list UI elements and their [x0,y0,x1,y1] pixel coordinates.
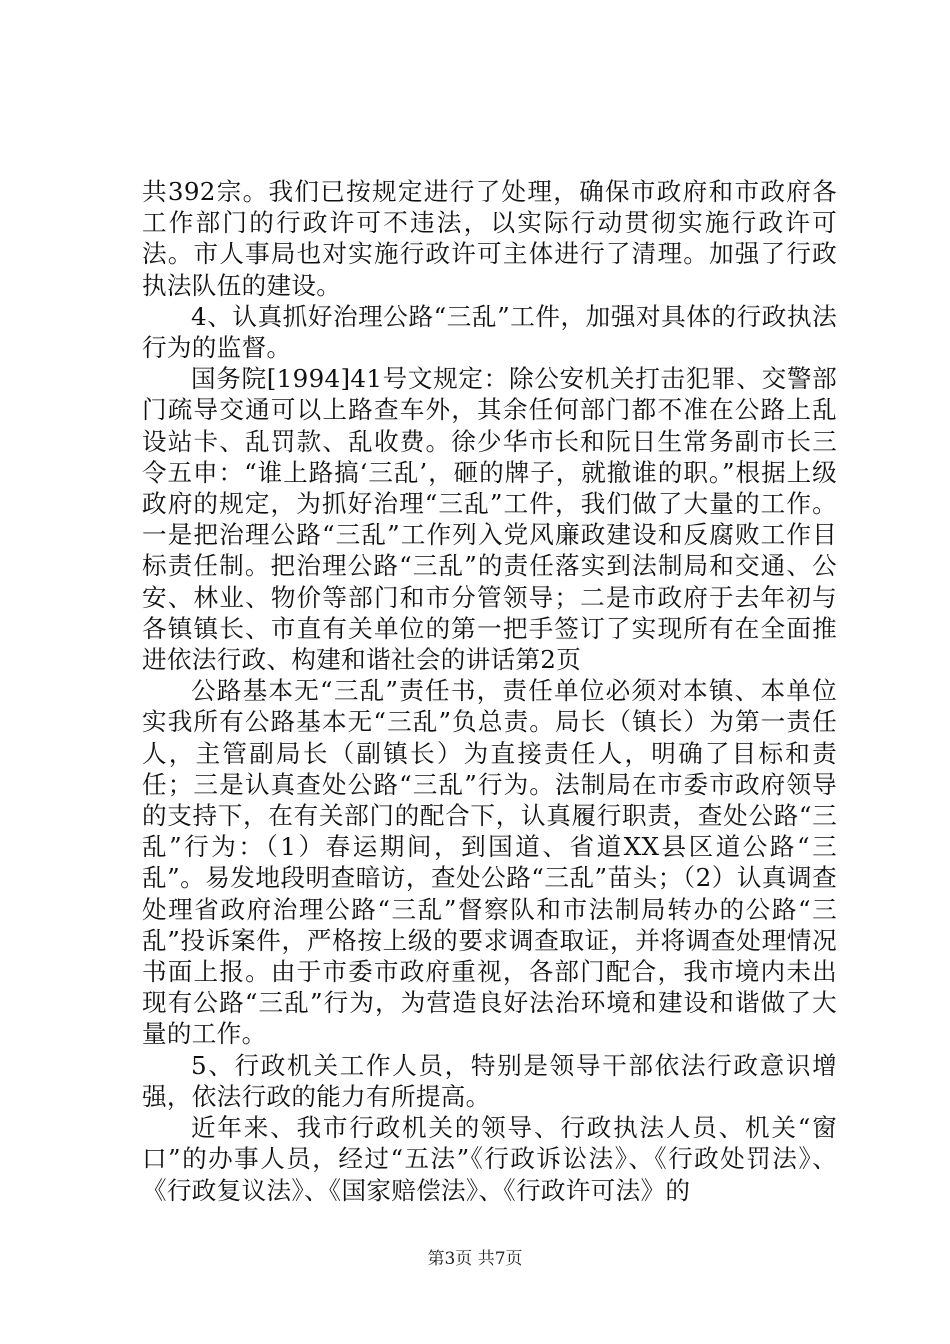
paragraph-continuation: 共392宗。我们已按规定进行了处理，确保市政府和市政府各工作部门的行政许可不违法，以实际行动贯彻实施行政许可法。市人事局也对实施行政许可主体进行了清理。加强了行政执法队伍的建设。 [142,177,837,300]
paragraph-responsibility: 公路基本无“三乱”责任书，责任单位必须对本镇、本单位实我所有公路基本无“三乱”负总责。局长（镇长）为第一责任人，主管副局长（副镇长）为直接责任人，明确了目标和责任；三是认真查处公路“三乱”行为。法制局在市委市政府领导的支持下，在有关部门的配合下，认真履行职责，查处公路“三乱”行为：（1）春运期间，到国道、省道XX县区道公路“三乱”。易发地段明查暗访，查处公路“三乱”苗头；（2）认真调查处理省政府治理公路“三乱”督察队和市法制局转办的公路“三乱”投诉案件，严格按上级的要求调查取证，并将调查处理情况书面上报。由于市委市政府重视，各部门配合，我市境内未出现有公路“三乱”行为，为营造良好法治环境和建设和谐做了大量的工作。 [142,676,837,1049]
document-body [142,176,837,1206]
paragraph-item-4: 4、认真抓好治理公路“三乱”工件，加强对具体的行政执法行为的监督。 [142,301,837,363]
page-footer: 第3页 共7页 [427,1249,523,1269]
paragraph-recent-years: 近年来、我市行政机关的领导、行政执法人员、机关“窗口”的办事人员，经过“五法”《行政诉讼法》、《行政处罚法》、《行政复议法》、《国家赔偿法》、《行政许可法》的 [142,1113,837,1205]
paragraph-state-council-rule: 国务院[1994]41号文规定：除公安机关打击犯罪、交警部门疏导交通可以上路查车外，其余任何部门都不准在公路上乱设站卡、乱罚款、乱收费。徐少华市长和阮日生常务副市长三令五申：“谁上路搞‘三乱’，砸的牌子，就撤谁的职。”根据上级政府的规定，为抓好治理“三乱”工件，我们做了大量的工作。一是把治理公路“三乱”工作列入党风廉政建设和反腐败工作目标责任制。把治理公路“三乱”的责任落实到法制局和交通、公安、林业、物价等部门和市分管领导；二是市政府于去年初与各镇镇长、市直有关单位的第一把手签订了实现所有在全面推进依法行政、构建和谐社会的讲话第2页 [142,364,837,675]
paragraph-item-5: 5、行政机关工作人员，特别是领导干部依法行政意识增强，依法行政的能力有所提高。 [142,1050,837,1111]
